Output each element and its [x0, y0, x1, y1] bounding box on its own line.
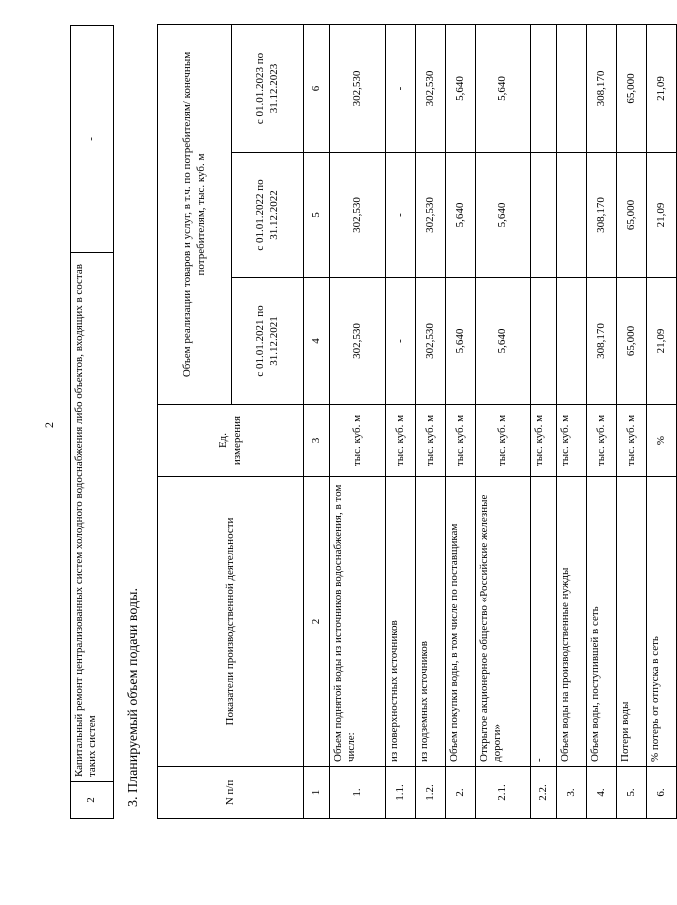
row-value: 21,09 — [647, 24, 677, 152]
row-value — [531, 24, 557, 152]
row-unit: тыс. куб. м — [416, 405, 446, 477]
table-row — [446, 24, 476, 818]
table-row — [617, 24, 647, 818]
row-value: 21,09 — [647, 278, 677, 405]
header-unit: Ед. измерения — [158, 405, 304, 477]
header-period: с 01.01.2023 по 31.12.2023 — [232, 24, 304, 152]
table-row — [647, 24, 677, 818]
column-numbers-row — [304, 24, 330, 818]
row-unit: тыс. куб. м — [617, 405, 647, 477]
row-name: Объем воды, поступившей в сеть — [587, 477, 617, 767]
water-volume-table — [157, 24, 677, 819]
row-value: 302,530 — [416, 24, 446, 152]
row-unit: тыс. куб. м — [446, 405, 476, 477]
row-number: 2.1. — [476, 767, 531, 819]
row-value: - — [71, 26, 114, 253]
table-row — [330, 24, 386, 818]
row-value: 5,640 — [446, 153, 476, 278]
header-row — [158, 24, 232, 818]
row-unit: тыс. куб. м — [386, 405, 416, 477]
row-name: из подземных источников — [416, 477, 446, 767]
row-value: 302,530 — [416, 278, 446, 405]
row-value: 65,000 — [617, 153, 647, 278]
section-title: 3. Планируемый объем подачи воды. — [126, 587, 141, 807]
row-value — [531, 278, 557, 405]
row-unit: тыс. куб. м — [557, 405, 587, 477]
row-value — [557, 153, 587, 278]
row-value: - — [386, 153, 416, 278]
header-volume: Объем реализации товаров и услуг, в т.ч. по потребителям/ конечным потребителям, тыс. куб. м — [158, 24, 232, 404]
column-number: 1 — [304, 767, 330, 819]
table-row — [587, 24, 617, 818]
row-name: Объем покупки воды, в том числе по поставщикам — [446, 477, 476, 767]
table-row — [531, 24, 557, 818]
row-name: Объем поднятой воды из источников водоснабжения, в том числе: — [330, 477, 386, 767]
table-row — [557, 24, 587, 818]
row-value: - — [386, 278, 416, 405]
row-unit: тыс. куб. м — [330, 405, 386, 477]
row-value: 5,640 — [476, 278, 531, 405]
row-number: 1.1. — [386, 767, 416, 819]
row-name: Потери воды — [617, 477, 647, 767]
row-number: 3. — [557, 767, 587, 819]
row-name: - — [531, 477, 557, 767]
row-number: 5. — [617, 767, 647, 819]
row-name: из поверхностных источников — [386, 477, 416, 767]
table-row — [476, 24, 531, 818]
column-number: 4 — [304, 278, 330, 405]
row-value: 5,640 — [476, 24, 531, 152]
row-name: Открытое акционерное общество «Российские железные дороги» — [476, 477, 531, 767]
column-number: 2 — [304, 477, 330, 767]
column-number: 6 — [304, 24, 330, 152]
row-value: - — [386, 24, 416, 152]
row-value: 5,640 — [476, 153, 531, 278]
page-number: 2 — [42, 422, 56, 428]
row-value: 302,530 — [330, 24, 386, 152]
row-value: 308,170 — [587, 278, 617, 405]
column-number: 3 — [304, 405, 330, 477]
row-number: 1. — [330, 767, 386, 819]
previous-table — [70, 25, 114, 819]
row-value — [531, 153, 557, 278]
row-value: 65,000 — [617, 24, 647, 152]
row-name: Объем воды на производственные нужды — [557, 477, 587, 767]
row-value: 5,640 — [446, 24, 476, 152]
row-unit: тыс. куб. м — [531, 405, 557, 477]
row-number: 4. — [587, 767, 617, 819]
row-value: 302,530 — [330, 153, 386, 278]
row-value: 21,09 — [647, 153, 677, 278]
column-number: 5 — [304, 153, 330, 278]
header-period: с 01.01.2022 по 31.12.2022 — [232, 153, 304, 278]
row-number: 2 — [71, 782, 114, 819]
row-number: 2. — [446, 767, 476, 819]
table-row — [416, 24, 446, 818]
row-number: 1.2. — [416, 767, 446, 819]
row-unit: % — [647, 405, 677, 477]
row-number: 6. — [647, 767, 677, 819]
row-number: 2.2. — [531, 767, 557, 819]
header-num: N п/п — [158, 767, 304, 819]
row-value: 65,000 — [617, 278, 647, 405]
row-value: 308,170 — [587, 153, 617, 278]
row-value: 302,530 — [330, 278, 386, 405]
row-value: 5,640 — [446, 278, 476, 405]
row-value: 308,170 — [587, 24, 617, 152]
table-row — [386, 24, 416, 818]
row-name: Капитальный ремонт централизованных систем холодного водоснабжения либо объектов, входящих в состав таких систем — [71, 252, 114, 781]
header-indicator: Показатели производственной деятельности — [158, 477, 304, 767]
row-value — [557, 278, 587, 405]
table-row — [71, 26, 114, 819]
row-value — [557, 24, 587, 152]
row-unit: тыс. куб. м — [476, 405, 531, 477]
row-unit: тыс. куб. м — [587, 405, 617, 477]
row-value: 302,530 — [416, 153, 446, 278]
row-name: % потерь от отпуска в сеть — [647, 477, 677, 767]
header-period: с 01.01.2021 по 31.12.2021 — [232, 278, 304, 405]
